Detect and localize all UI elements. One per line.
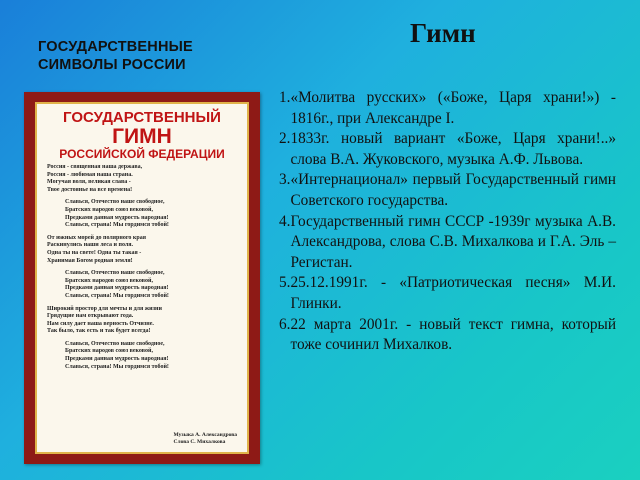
- list-item-text: Государственный гимн СССР -1939г музыка А.В. Александрова, слова С.В. Михалкова и Г.А. Эль – Регистан.: [290, 212, 616, 271]
- poster-line: Предками данная мудрость народная!: [65, 356, 169, 363]
- poster-line: Братских народов союз вековой,: [65, 206, 153, 213]
- poster-line: Раскинулись наши леса и поля.: [47, 242, 133, 249]
- poster-credit-music: Музыка А. Александрова: [173, 432, 237, 438]
- list-item-text: 22 марта 2001г. - новый текст гимна, который тоже сочинил Михалков.: [290, 315, 616, 354]
- section-heading-line2: СИМВОЛЫ РОССИИ: [38, 57, 186, 73]
- poster-verse-1: [47, 164, 247, 194]
- list-item-number: 2.: [279, 130, 291, 148]
- poster-line: Широкий простор для мечты и для жизни: [47, 305, 162, 312]
- list-item: [279, 170, 616, 211]
- poster-line: Предками данная мудрость народная!: [65, 285, 169, 292]
- poster-line: Славься, Отечество наше свободное,: [65, 199, 165, 206]
- section-heading-line1: ГОСУДАРСТВЕННЫЕ: [38, 39, 193, 55]
- list-item-number: 4.: [279, 212, 291, 230]
- slide-title: Гимн: [410, 18, 476, 48]
- list-item-number: 3.: [279, 171, 291, 189]
- poster-line: Славься, страна! Мы гордимся тобой!: [65, 292, 169, 299]
- poster-line: Россия - священная наша держава,: [47, 164, 143, 170]
- list-item-number: 5.: [279, 274, 291, 292]
- poster-line: Хранимая Богом родная земля!: [47, 257, 133, 264]
- poster-line: Нам силу дает наша верность Отчизне.: [47, 320, 154, 327]
- poster-line: Так было, так есть и так будет всегда!: [47, 328, 151, 335]
- list-item: [279, 88, 616, 129]
- list-item: [279, 212, 616, 274]
- poster-credits: [174, 432, 237, 446]
- poster-line: Славься, страна! Мы гордимся тобой!: [65, 222, 169, 229]
- list-item: [279, 315, 616, 356]
- poster-credit-words: Слова С. Михалкова: [173, 439, 226, 445]
- list-item-number: 6.: [279, 315, 291, 333]
- poster-line: Славься, Отечество наше свободное,: [65, 270, 165, 277]
- list-item-text: «Молитва русских» («Боже, Царя храни!») - 1816г., при Александре I.: [290, 89, 616, 127]
- poster-line: Россия - любимая наша страна.: [47, 171, 133, 178]
- poster-line: Могучая воля, великая слава -: [47, 179, 131, 186]
- poster-title-line1: ГОСУДАРСТВЕННЫЙ: [63, 109, 221, 126]
- poster-chorus-2: [65, 270, 247, 300]
- list-item: [279, 129, 616, 170]
- list-item-text: 1833г. новый вариант «Боже, Царя храни!..» слова В.А. Жуковского, музыка А.Ф. Львова.: [290, 130, 616, 168]
- anthem-history-list: [279, 88, 616, 356]
- poster-line: Грядущие нам открывают года.: [47, 313, 134, 320]
- list-item-text: 25.12.1991г. - «Патриотическая песня» М.И. Глинки.: [290, 274, 616, 312]
- poster-chorus-1: [65, 199, 247, 229]
- poster-title-line2: ГИМН: [112, 125, 172, 148]
- poster-line: Предками данная мудрость народная!: [65, 214, 169, 221]
- poster-line: Братских народов союз вековой,: [65, 277, 153, 284]
- poster-line: От южных морей до полярного края: [47, 234, 146, 241]
- anthem-poster-sheet: [35, 102, 249, 454]
- anthem-poster: [24, 92, 260, 464]
- list-item-number: 1.: [279, 89, 291, 106]
- poster-line: Одна ты на свете! Одна ты такая -: [47, 249, 142, 256]
- section-heading: [38, 38, 258, 74]
- poster-verse-3: [47, 306, 247, 336]
- poster-line: Братских народов союз вековой,: [65, 348, 153, 355]
- poster-chorus-3: [65, 341, 247, 371]
- list-item: [279, 273, 616, 314]
- poster-line: Славься, страна! Мы гордимся тобой!: [65, 363, 169, 370]
- poster-line: Славься, Отечество наше свободное,: [65, 340, 165, 347]
- poster-title-line3: РОССИЙСКОЙ ФЕДЕРАЦИИ: [59, 147, 225, 161]
- poster-line: Твое достоянье на все времена!: [47, 186, 133, 193]
- list-item-text: «Интернационал» первый Государственный гимн Советского государства.: [290, 171, 616, 209]
- poster-verse-2: [47, 235, 247, 265]
